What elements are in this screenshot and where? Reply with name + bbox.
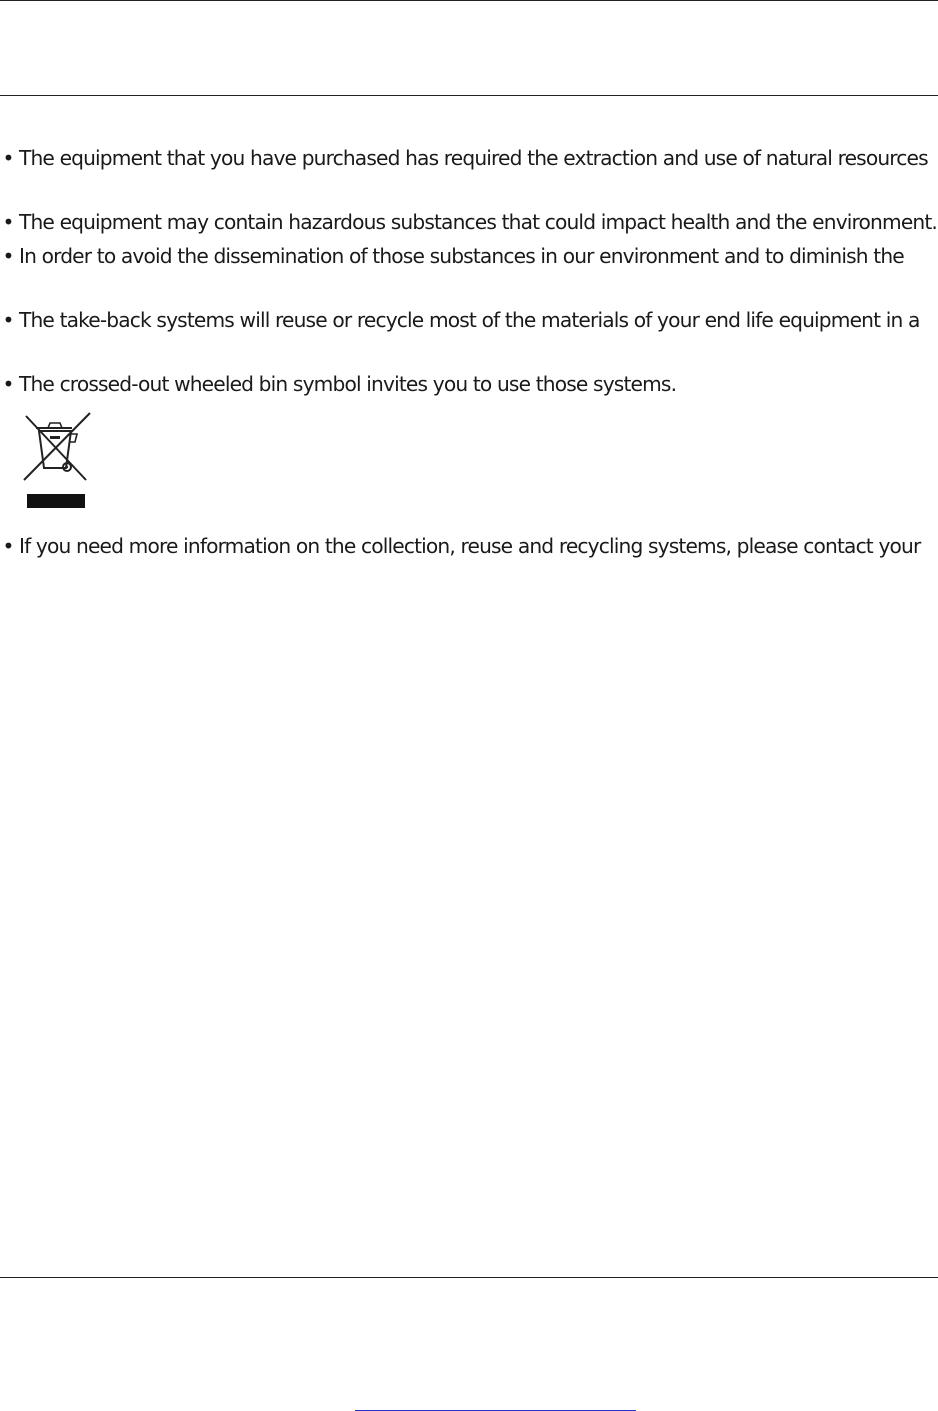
list-item [0,208,938,236]
list-item [0,242,938,270]
footer-link[interactable] [355,1394,636,1411]
list-item-text: The equipment that you have purchased has required the extraction and use of natural resources [19,146,928,170]
bullet-icon: • [2,308,14,332]
bullet-icon: • [2,146,14,170]
top-divider [0,0,938,1]
bullet-icon: • [2,210,14,234]
list-item [0,306,938,334]
list-item-text: The take-back systems will reuse or recycle most of the materials of your end life equipment in a [19,308,920,332]
header-divider [0,95,938,96]
list-item [0,370,938,398]
list-item-text: The equipment may contain hazardous substances that could impact health and the environment. [19,210,937,234]
list-item [0,144,938,172]
list-item [0,532,938,560]
footer-divider [0,1277,938,1278]
list-item-text: In order to avoid the dissemination of those substances in our environment and to diminish the [19,244,904,268]
list-item-text: If you need more information on the collection, reuse and recycling systems, please contact your [19,534,921,558]
bullet-icon: • [2,534,14,558]
bullet-icon: • [2,244,14,268]
list-item-text: The crossed-out wheeled bin symbol invites you to use those systems. [19,372,677,396]
bullet-icon: • [2,372,14,396]
crossed-out-wheeled-bin-icon [22,410,92,510]
